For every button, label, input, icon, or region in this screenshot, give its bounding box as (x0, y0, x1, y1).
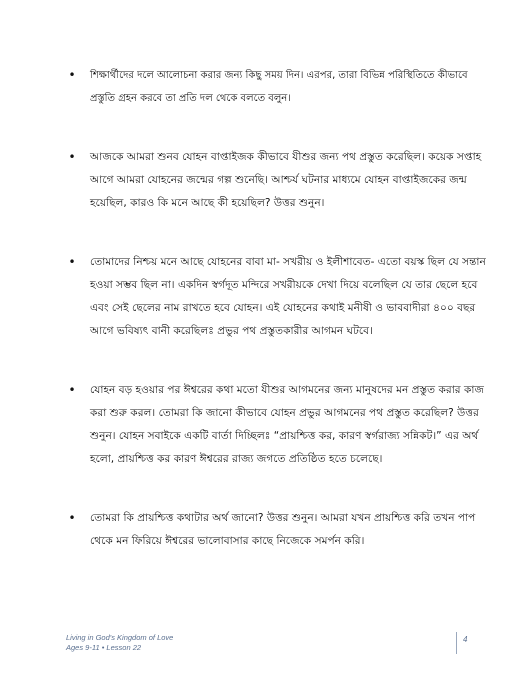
bullet-text: শিক্ষার্থীদের দলে আলোচনা করার জন্য কিছু সময় দিন। এরপর, তারা বিভিন্ন পরিস্থিতিতে কীভাবে প্রস্তুতি গ্রহন করবে তা প্রতি দল থেকে বলতে বলুন। (90, 70, 468, 104)
bullet-text: তোমরা কি প্রায়শ্চিত্ত কথাটার অর্থ জানো? উত্তর শুনুন। আমরা যখন প্রায়শ্চিত্ত করি তখন পাপ থেকে মন ফিরিয়ে ঈশ্বরের ভালোবাসার কাছে নিজেকে সমর্পন করি। (90, 512, 476, 547)
bullet-text: তোমাদের নিশ্চয় মনে আছে যোহনের বাবা মা- সখরীয় ও ইলীশাবেত- এতো বয়স্ক ছিল যে সন্তান হওয়া সম্ভব ছিল না। একদিন স্বর্গদূত মন্দিরে সখরীয়কে দেখা দিয়ে বলেছিল যে তার ছেলে হবে এবং সেই ছেলের নাম রাখতে হবে যোহন। এই যোহনের কথাই মনীষী ও ভাববাদীরা ৪০০ বছর আগে ভবিষ্যৎ বানী করেছিলঃ প্রভুর পথ প্রস্তুতকারীর আগমন ঘটবে। (90, 256, 486, 337)
bullet-item (66, 507, 486, 553)
bullet-item (66, 251, 486, 343)
bullet-dot: • (68, 511, 76, 525)
bullet-dot: • (68, 150, 76, 164)
bullet-dot: • (68, 383, 76, 397)
bullet-text: আজকে আমরা শুনব যোহন বাপ্তাইজক কীভাবে যীশুর জন্য পথ প্রস্তুত করেছিল। কয়েক সপ্তাহ আগে আমরা যোহনের জন্মের গল্প শুনেছি। আশ্চর্য ঘটনার মাধ্যমে যোহন বাপ্তাইজকের জন্ম হয়েছিল, কারও কি মনে আছে কী হয়েছিল? উত্তর শুনুন। (90, 151, 482, 209)
bullet-item (66, 64, 486, 110)
bullet-item (66, 379, 486, 471)
footer-divider (456, 632, 457, 654)
page-number: 4 (463, 635, 468, 644)
bullet-item (66, 146, 486, 215)
page-footer (66, 633, 173, 653)
bullet-dot: • (68, 68, 76, 82)
bullet-dot: • (68, 255, 76, 269)
bullet-list (66, 64, 486, 553)
footer-subtitle: Ages 9-11 • Lesson 22 (66, 643, 142, 652)
bullet-text: যোহন বড় হওয়ার পর ঈশ্বরের কথা মতো যীশুর আগমনের জন্য মানুষদের মন প্রস্তুত করার কাজ করা শুরু করল। তোমরা কি জানো কীভাবে যোহন প্রভুর আগমনের পথ প্রস্তুত করেছিল? উত্তর শুনুন। যোহন সবাইকে একটি বার্তা দিচ্ছিলঃ “প্রায়শ্চিত্ত কর, কারণ স্বর্গরাজ্য সন্নিকট।” এর অর্থ হলো, প্রায়শ্চিত্ত কর কারণ ঈশ্বরের রাজ্য জগতে প্রতিষ্ঠিত হতে চলেছে। (90, 384, 484, 465)
footer-title: Living in God's Kingdom of Love (66, 633, 174, 642)
